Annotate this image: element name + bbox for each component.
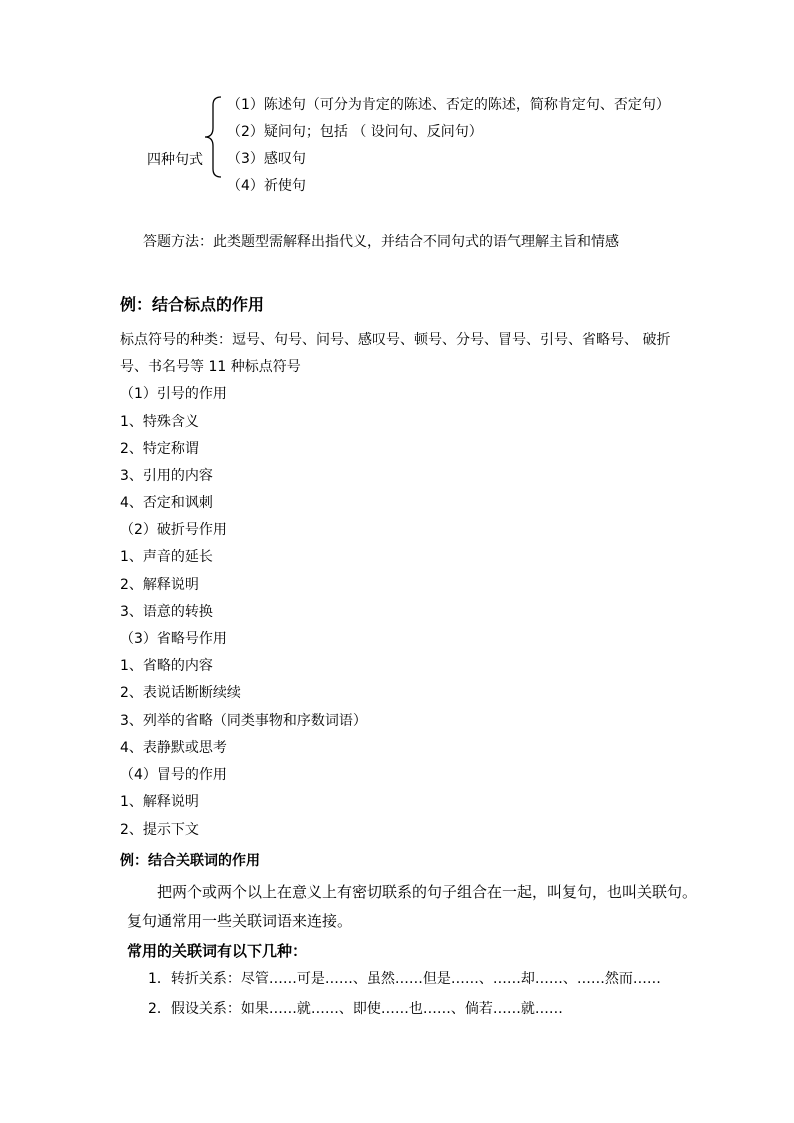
- sentence-type-item: （4）祈使句: [227, 178, 306, 194]
- sentence-type-item: （3）感叹句: [227, 151, 306, 167]
- list-item: （3）省略号作用: [120, 631, 227, 647]
- answer-method-text: 答题方法：此类题型需解释出指代义，并结合不同句式的语气理解主旨和情感: [143, 234, 619, 250]
- list-item: （1）引号的作用: [120, 386, 227, 402]
- conjunction-paragraph: 复句通常用一些关联词语来连接。: [127, 912, 353, 930]
- conjunction-item: 2．假设关系：如果……就……、即使……也……、倘若……就……: [148, 1001, 563, 1017]
- list-item: （2）破折号作用: [120, 522, 227, 538]
- list-item: 1、特殊含义: [120, 414, 199, 430]
- sentence-types-label: 四种句式: [147, 152, 203, 168]
- list-item: 3、列举的省略（同类事物和序数词语）: [120, 713, 367, 729]
- conjunction-heading: 例：结合关联词的作用: [120, 853, 260, 869]
- list-item: 3、语意的转换: [120, 604, 213, 620]
- conjunction-item: 1．转折关系：尽管……可是……、虽然……但是……、……却……、……然而……: [148, 971, 661, 987]
- list-item: （4）冒号的作用: [120, 767, 227, 783]
- conjunction-paragraph: 把两个或两个以上在意义上有密切联系的句子组合在一起，叫复句，也叫关联句。: [157, 883, 698, 901]
- curly-brace-icon: [201, 96, 225, 178]
- list-item: 4、表静默或思考: [120, 740, 227, 756]
- punctuation-heading: 例：结合标点的作用: [120, 295, 265, 314]
- sentence-type-item: （2）疑问句；包括 （ 设问句、反问句）: [227, 124, 483, 140]
- list-item: 2、表说话断断续续: [120, 685, 241, 701]
- conjunction-subheading: 常用的关联词有以下几种：: [127, 942, 308, 960]
- punctuation-intro: 号、书名号等 11 种标点符号: [120, 359, 301, 375]
- list-item: 2、解释说明: [120, 577, 199, 593]
- list-item: 2、提示下文: [120, 822, 199, 838]
- list-item: 2、特定称谓: [120, 441, 199, 457]
- punctuation-intro: 标点符号的种类：逗号、句号、问号、感叹号、顿号、分号、冒号、引号、省略号、 破折: [120, 332, 671, 348]
- list-item: 3、引用的内容: [120, 468, 213, 484]
- sentence-type-item: （1）陈述句（可分为肯定的陈述、否定的陈述，简称肯定句、否定句）: [227, 97, 670, 113]
- list-item: 4、否定和讽刺: [120, 495, 213, 511]
- list-item: 1、省略的内容: [120, 658, 213, 674]
- list-item: 1、解释说明: [120, 794, 199, 810]
- list-item: 1、声音的延长: [120, 549, 213, 565]
